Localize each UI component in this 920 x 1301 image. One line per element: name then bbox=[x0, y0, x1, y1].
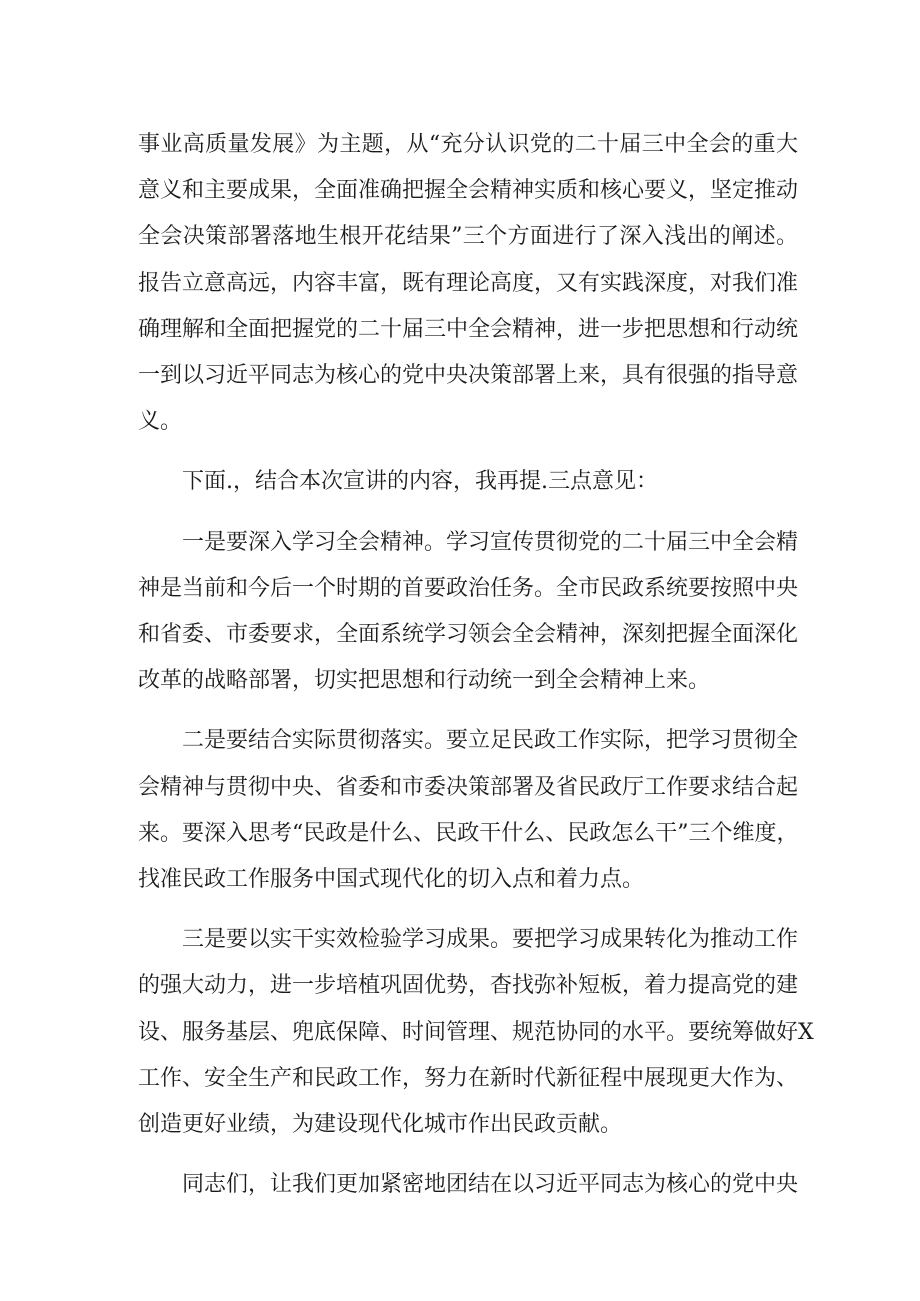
text-line: 全会决策部署落地生根开花结果”三个方面进行了深入浅出的阐述。 bbox=[138, 224, 798, 250]
paragraph-transition bbox=[138, 459, 798, 505]
paragraph-closing bbox=[138, 1162, 798, 1208]
document-body bbox=[138, 122, 814, 1222]
text-line: 设、服务基层、兜底保障、时间管理、规范协同的水平。要统筹做好X bbox=[138, 1019, 814, 1045]
text-line: 事业高质量发展》为主题，从“充分认识党的二十届三中全会的重大 bbox=[138, 132, 798, 157]
text-line: 三是要以实干实效检验学习成果。要把学习成果转化为推动工作 bbox=[182, 927, 799, 953]
text-line: 意义和主要成果，全面准确把握全会精神实质和核心要义，坚定推动 bbox=[138, 178, 799, 204]
text-line: 会精神与贯彻中央、省委和市委决策部署及省民政厅工作要求结合起 bbox=[138, 774, 799, 800]
text-line: 报告立意高远，内容丰富，既有理论高度，又有实践深度，对我们准 bbox=[138, 270, 799, 296]
text-line: 一到以习近平同志为核心的党中央决策部署上来，具有很强的指导意 bbox=[138, 363, 799, 389]
paragraph-point-one bbox=[138, 520, 798, 705]
text-line: 神是当前和今后一个时期的首要政治任务。全市民政系统要按照中央 bbox=[138, 575, 799, 601]
paragraph-point-three bbox=[138, 917, 814, 1148]
text-line: 创造更好业绩，为建设现代化城市作出民政贡献。 bbox=[138, 1112, 623, 1138]
text-line: 来。要深入思考“民政是什么、民政干什么、民政怎么干”三个维度， bbox=[138, 820, 799, 846]
text-line: 和省委、市委要求，全面系统学习领会全会精神，深刻把握全面深化 bbox=[138, 622, 799, 648]
text-line: 同志们，让我们更加紧密地团结在以习近平同志为核心的党中央 bbox=[182, 1172, 799, 1198]
text-line: 二是要结合实际贯彻落实。要立足民政工作实际，把学习贯彻全 bbox=[182, 728, 799, 754]
text-line: 下面.，结合本次宣讲的内容，我再提.三点意见： bbox=[182, 469, 658, 495]
text-line: 改革的战略部署，切实把思想和行动统一到全会精神上来。 bbox=[138, 668, 711, 694]
text-line: 一是要深入学习全会精神。学习宣传贯彻党的二十届三中全会精 bbox=[182, 529, 799, 555]
text-line: 工作、安全生产和民政工作，努力在新时代新征程中展现更大作为、 bbox=[138, 1065, 799, 1091]
text-line: 的强大动力，进一步培植巩固优势，杳找弥补短板，着力提高党的建 bbox=[138, 973, 799, 999]
text-line: 确理解和全面把握党的二十届三中全会精神，进一步把思想和行动统 bbox=[138, 316, 799, 342]
paragraph-point-two bbox=[138, 718, 798, 903]
paragraph-intro-continuation bbox=[138, 122, 798, 445]
text-line: 义。 bbox=[138, 409, 183, 435]
text-line: 找准民政工作服务中国式现代化的切入点和着力点。 bbox=[138, 867, 645, 893]
